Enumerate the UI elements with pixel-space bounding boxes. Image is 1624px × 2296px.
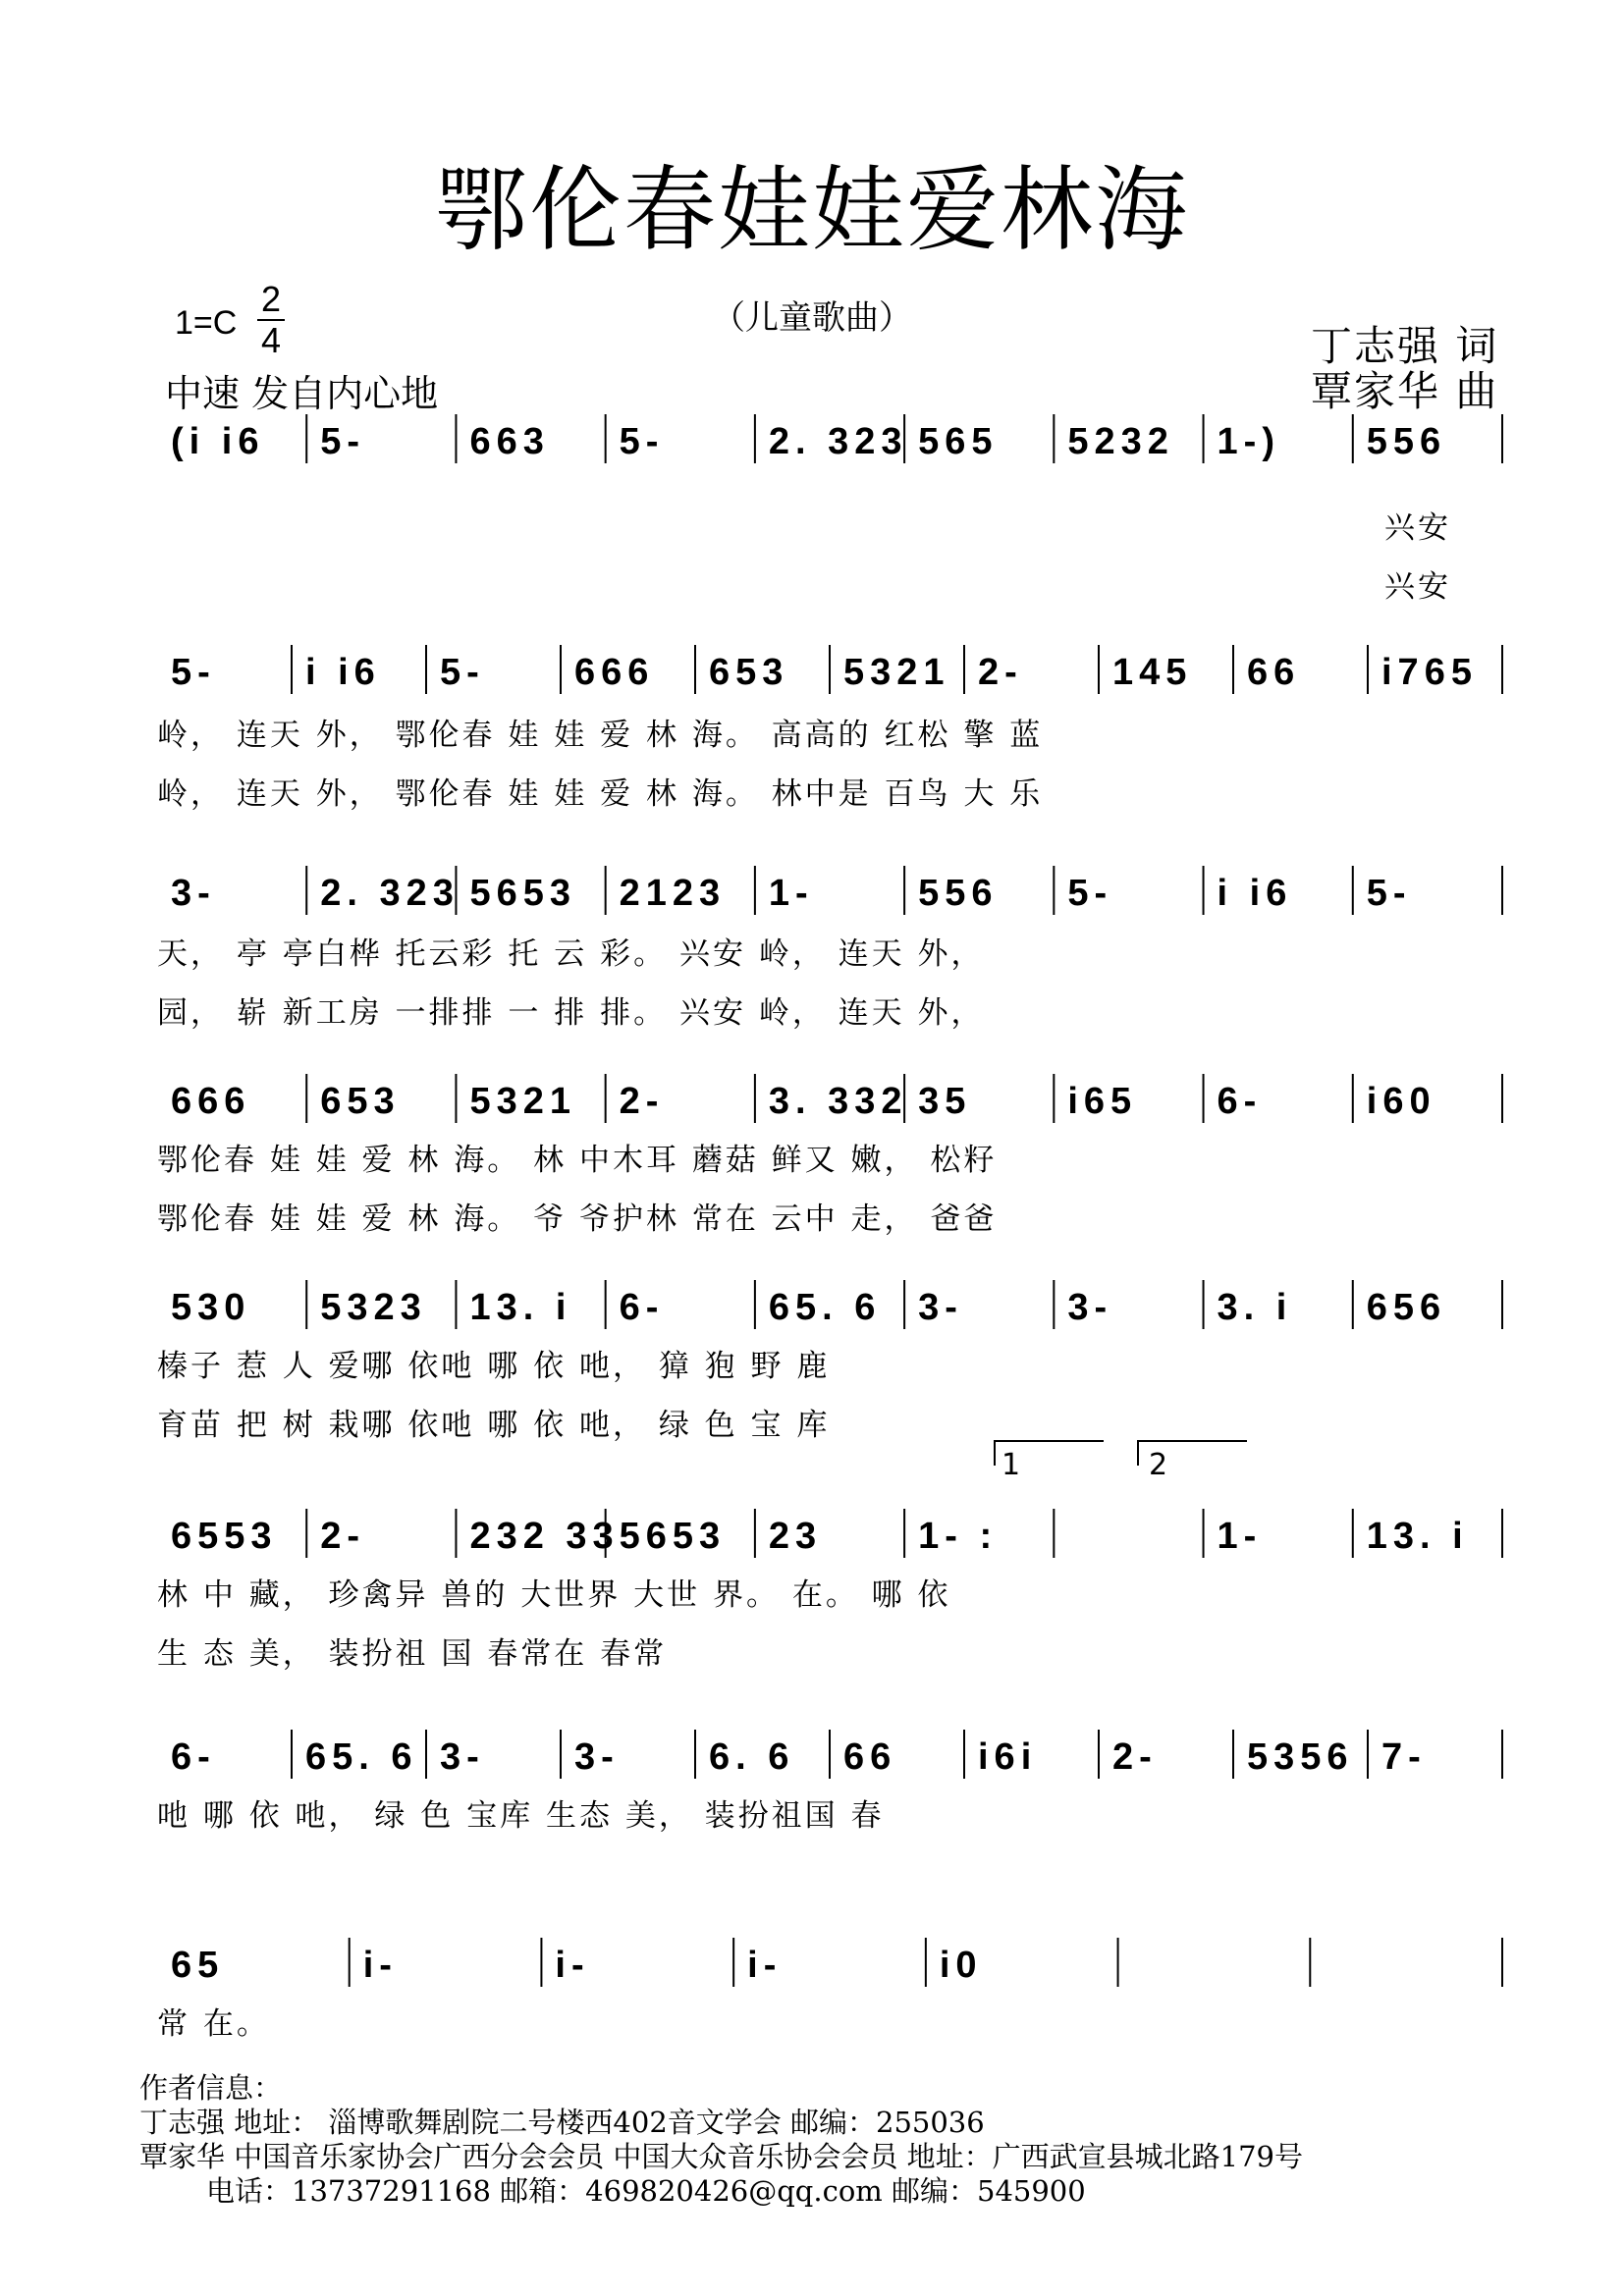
measure-notes: 5653 xyxy=(619,1516,727,1557)
measure-notes: 3- xyxy=(918,1287,963,1328)
measure-notes: 2- xyxy=(1112,1736,1158,1778)
measure-notes: i i6 xyxy=(305,652,381,693)
time-signature xyxy=(257,281,285,359)
page-title: 鄂伦春娃娃爱林海 xyxy=(434,157,1189,264)
time-signature-bottom: 4 xyxy=(260,320,282,360)
staff-notation xyxy=(0,1278,1624,1337)
composer-credit: 覃家华 曲 xyxy=(1311,367,1499,415)
staff-5 xyxy=(0,1278,1624,1474)
author-info-line-3: 电话：13737291168 邮箱：469820426@qq.com 邮编：545900 xyxy=(206,2174,1086,2208)
measure-notes: 2- xyxy=(978,652,1023,693)
lyrics-verse-1: 林 中 藏， 珍禽异 兽的 大世界 大世 界。 在。 哪 依 xyxy=(157,1577,951,1613)
measure-notes: i- xyxy=(555,1945,590,1986)
measure-notes: 145 xyxy=(1112,652,1193,693)
measure-notes: 5- xyxy=(619,421,665,462)
measure-notes: 66 xyxy=(843,1736,897,1778)
measure-notes: i6i xyxy=(978,1736,1038,1778)
lyrics-verse-2: 生 态 美， 装扮祖 国 春常在 春常 xyxy=(157,1636,668,1672)
measure-notes: 5- xyxy=(320,421,366,462)
measure-notes: (i i6 xyxy=(171,421,265,462)
staff-7 xyxy=(0,1728,1624,1924)
measure-notes: 232 33 xyxy=(469,1516,620,1557)
measure-notes: 5323 xyxy=(320,1287,427,1328)
measure-notes: 5321 xyxy=(843,652,950,693)
measure-notes: 6553 xyxy=(171,1516,278,1557)
lyrics-verse-1: 榛子 惹 人 爱哪 依吔 哪 依 吔， 獐 狍 野 鹿 xyxy=(157,1349,831,1384)
measure-notes: 5- xyxy=(1366,873,1412,914)
staff-notation xyxy=(0,643,1624,702)
measure-notes: i- xyxy=(747,1945,783,1986)
volta-1-bracket xyxy=(994,1440,1104,1466)
time-signature-top: 2 xyxy=(260,279,282,319)
measure-notes: 35 xyxy=(918,1081,972,1122)
measure-notes: 65. 6 xyxy=(305,1736,418,1778)
measure-notes: i- xyxy=(362,1945,398,1986)
measure-notes: 3- xyxy=(171,873,216,914)
lyrics-verse-1: 常 在。 xyxy=(157,2006,270,2042)
measure-notes: 663 xyxy=(469,421,550,462)
measure-notes: 3- xyxy=(574,1736,620,1778)
staff-6 xyxy=(0,1448,1624,1703)
measure-notes: 6. 6 xyxy=(709,1736,795,1778)
measure-notes: 5356 xyxy=(1247,1736,1354,1778)
subtitle: （儿童歌曲） xyxy=(712,298,912,338)
measure-notes: 13. i xyxy=(1366,1516,1469,1557)
staff-4 xyxy=(0,1072,1624,1268)
staff-notation xyxy=(0,1936,1624,1995)
staff-notation xyxy=(0,1507,1624,1566)
volta-2-bracket xyxy=(1137,1440,1247,1466)
measure-notes: 666 xyxy=(171,1081,251,1122)
author-info-line-2: 覃家华 中国音乐家协会广西分会会员 中国大众音乐协会会员 地址：广西武宣县城北路179号 xyxy=(139,2140,1304,2173)
volta-2-label: 2 xyxy=(1149,1448,1168,1482)
measure-notes: 23 xyxy=(768,1516,823,1557)
lyrics-verse-1: 鄂伦春 娃 娃 爱 林 海。 林 中木耳 蘑菇 鲜又 嫩， 松籽 xyxy=(157,1143,998,1178)
measure-notes: 3. i xyxy=(1217,1287,1293,1328)
measure-notes: 6- xyxy=(1217,1081,1263,1122)
volta-1-label: 1 xyxy=(1001,1448,1021,1482)
measure-notes: 3- xyxy=(1067,1287,1113,1328)
lyrics-verse-1: 岭， 连天 外， 鄂伦春 娃 娃 爱 林 海。 高高的 红松 擎 蓝 xyxy=(157,718,1044,753)
measure-notes: 1-) xyxy=(1217,421,1281,462)
measure-notes: 565 xyxy=(918,421,999,462)
measure-notes: 65 xyxy=(171,1945,225,1986)
measure-notes: 6- xyxy=(619,1287,665,1328)
measure-notes: 5- xyxy=(440,652,485,693)
measure-notes: 5- xyxy=(171,652,216,693)
measure-notes: 5- xyxy=(1067,873,1113,914)
tempo-marking: 中速 发自内心地 xyxy=(165,372,439,415)
measure-notes: 2123 xyxy=(619,873,727,914)
lyricist-credit: 丁志强 词 xyxy=(1311,322,1499,370)
measure-notes: 1- xyxy=(1217,1516,1263,1557)
measure-notes: 1- : xyxy=(918,1516,999,1557)
measure-notes: 7- xyxy=(1381,1736,1427,1778)
measure-notes: 556 xyxy=(918,873,999,914)
measure-notes: 2- xyxy=(320,1516,366,1557)
lyrics-verse-2: 园， 崭 新工房 一排排 一 排 排。 兴安 岭， 连天 外， xyxy=(157,995,985,1031)
measure-notes: 3- xyxy=(440,1736,485,1778)
measure-notes: 5653 xyxy=(469,873,576,914)
lyrics-verse-2: 育苗 把 树 栽哪 依吔 哪 依 吔， 绿 色 宝 库 xyxy=(157,1408,831,1443)
lyrics-verse-2: 岭， 连天 外， 鄂伦春 娃 娃 爱 林 海。 林中是 百鸟 大 乐 xyxy=(157,776,1044,812)
measure-notes: 66 xyxy=(1247,652,1301,693)
measure-notes: 656 xyxy=(1366,1287,1447,1328)
measure-notes: 530 xyxy=(171,1287,251,1328)
staff-notation xyxy=(0,1728,1624,1787)
measure-notes: 3. 332 xyxy=(768,1081,908,1122)
staff-notation xyxy=(0,1072,1624,1131)
author-info-line-1: 丁志强 地址： 淄博歌舞剧院二号楼西402音文学会 邮编：255036 xyxy=(139,2106,985,2139)
measure-notes: 666 xyxy=(574,652,655,693)
measure-notes: 5321 xyxy=(469,1081,576,1122)
measure-notes: 13. i xyxy=(469,1287,572,1328)
lyrics-verse-2: 兴安 xyxy=(1384,569,1451,605)
measure-notes: i i6 xyxy=(1217,873,1293,914)
measure-notes: 2. 323 xyxy=(320,873,460,914)
lyrics-verse-1: 天， 亭 亭白桦 托云彩 托 云 彩。 兴安 岭， 连天 外， xyxy=(157,936,985,972)
staff-notation xyxy=(0,864,1624,923)
measure-notes: i0 xyxy=(939,1945,983,1986)
staff-2 xyxy=(0,643,1624,839)
measure-notes: 653 xyxy=(709,652,789,693)
measure-notes: i765 xyxy=(1381,652,1478,693)
measure-notes: 6- xyxy=(171,1736,216,1778)
measure-notes: 5232 xyxy=(1067,421,1174,462)
measure-notes: 653 xyxy=(320,1081,401,1122)
measure-notes: 2. 323 xyxy=(768,421,908,462)
author-info-heading: 作者信息： xyxy=(139,2071,283,2105)
measure-notes: 2- xyxy=(619,1081,665,1122)
lyrics-verse-1: 兴安 xyxy=(1384,510,1451,546)
measure-notes: i60 xyxy=(1366,1081,1436,1122)
measure-notes: 556 xyxy=(1366,421,1447,462)
staff-3 xyxy=(0,864,1624,1060)
lyrics-verse-1: 吔 哪 依 吔， 绿 色 宝库 生态 美， 装扮祖国 春 xyxy=(157,1798,885,1834)
staff-notation xyxy=(0,412,1624,471)
staff-1 xyxy=(0,412,1624,609)
key-signature: 1=C xyxy=(175,304,238,342)
lyrics-verse-2: 鄂伦春 娃 娃 爱 林 海。 爷 爷护林 常在 云中 走， 爸爸 xyxy=(157,1201,998,1237)
measure-notes: 1- xyxy=(768,873,814,914)
measure-notes: 65. 6 xyxy=(768,1287,882,1328)
measure-notes: i65 xyxy=(1067,1081,1138,1122)
